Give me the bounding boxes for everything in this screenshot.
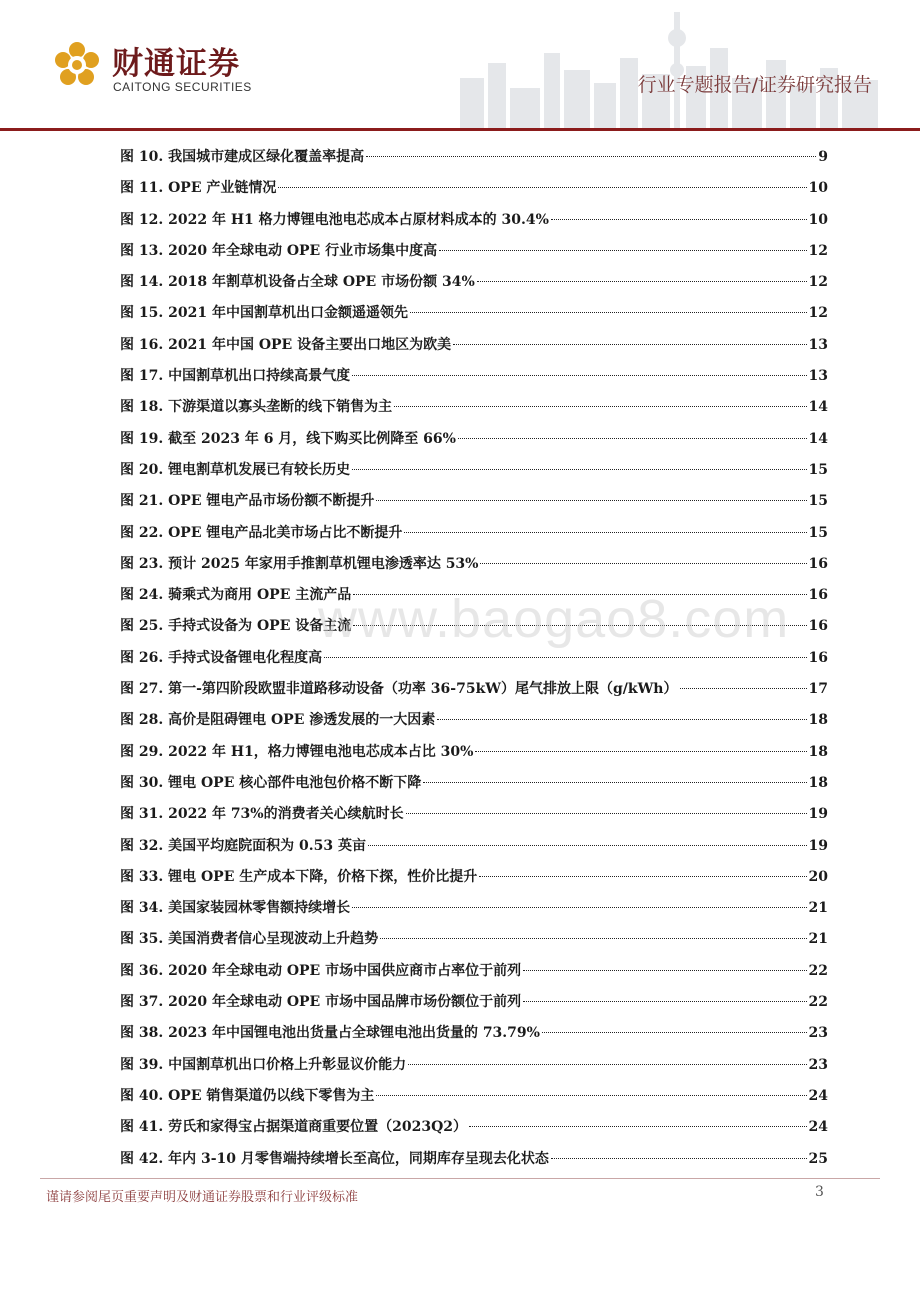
toc-entry-page: 9 bbox=[818, 149, 828, 165]
toc-entry-title: 图 31. 2022 年 73%的消费者关心续航时长 bbox=[120, 806, 404, 823]
toc-entry-title: 图 23. 预计 2025 年家用手推割草机锂电渗透率达 53% bbox=[120, 555, 479, 572]
toc-entry-title: 图 18. 下游渠道以寡头垄断的线下销售为主 bbox=[120, 399, 393, 416]
toc-entry[interactable] bbox=[120, 1018, 828, 1049]
toc-entry[interactable] bbox=[120, 173, 828, 204]
toc-entry[interactable] bbox=[120, 831, 828, 862]
toc-entry[interactable] bbox=[120, 705, 828, 736]
brand-name-en: CAITONG SECURITIES bbox=[113, 80, 252, 94]
toc-entry-title: 图 37. 2020 年全球电动 OPE 市场中国品牌市场份额位于前列 bbox=[120, 994, 522, 1011]
toc-entry-page: 20 bbox=[808, 868, 828, 885]
toc-entry-title: 图 34. 美国家装园林零售额持续增长 bbox=[120, 900, 351, 917]
toc-leader-dots bbox=[368, 845, 807, 846]
toc-entry-page: 15 bbox=[808, 493, 828, 510]
toc-leader-dots bbox=[680, 688, 807, 689]
toc-entry-page: 16 bbox=[808, 649, 828, 666]
toc-leader-dots bbox=[376, 1095, 806, 1096]
toc-entry-title: 图 29. 2022 年 H1，格力博锂电池电芯成本占比 30% bbox=[120, 743, 474, 760]
toc-entry[interactable] bbox=[120, 674, 828, 705]
report-type-label: 行业专题报告/证券研究报告 bbox=[637, 74, 872, 96]
toc-entry-page: 16 bbox=[808, 618, 828, 635]
toc-entry-page: 14 bbox=[808, 430, 828, 447]
toc-entry-page: 18 bbox=[808, 743, 828, 760]
toc-leader-dots bbox=[437, 719, 806, 720]
toc-entry-page: 17 bbox=[808, 681, 828, 698]
toc-leader-dots bbox=[542, 1032, 807, 1033]
toc-entry-page: 16 bbox=[808, 555, 828, 572]
toc-leader-dots bbox=[458, 438, 807, 439]
toc-entry-title: 图 17. 中国割草机出口持续高景气度 bbox=[120, 368, 351, 385]
toc-entry-title: 图 14. 2018 年割草机设备占全球 OPE 市场份额 34% bbox=[120, 274, 475, 291]
toc-entry-page: 10 bbox=[808, 211, 828, 228]
toc-entry-page: 24 bbox=[808, 1087, 828, 1104]
toc-entry[interactable] bbox=[120, 1112, 828, 1143]
toc-entry-title: 图 12. 2022 年 H1 格力博锂电池电芯成本占原材料成本的 30.4% bbox=[120, 211, 549, 228]
toc-leader-dots bbox=[523, 970, 806, 971]
footer-divider bbox=[40, 1178, 880, 1179]
page-header bbox=[0, 0, 920, 132]
toc-entry[interactable] bbox=[120, 1144, 828, 1175]
toc-entry-title: 图 25. 手持式设备为 OPE 设备主流 bbox=[120, 618, 352, 635]
toc-leader-dots bbox=[406, 813, 807, 814]
toc-entry[interactable] bbox=[120, 737, 828, 768]
toc-entry[interactable] bbox=[120, 1081, 828, 1112]
toc-entry[interactable] bbox=[120, 330, 828, 361]
toc-leader-dots bbox=[439, 250, 806, 251]
toc-entry-title: 图 19. 截至 2023 年 6 月，线下购买比例降至 66% bbox=[120, 430, 456, 447]
toc-entry[interactable] bbox=[120, 424, 828, 455]
toc-entry-page: 14 bbox=[808, 399, 828, 416]
toc-entry-page: 12 bbox=[808, 305, 828, 322]
toc-leader-dots bbox=[352, 375, 806, 376]
toc-entry-page: 24 bbox=[808, 1119, 828, 1136]
toc-entry-title: 图 15. 2021 年中国割草机出口金额遥遥领先 bbox=[120, 305, 408, 322]
toc-entry[interactable] bbox=[120, 142, 828, 173]
toc-entry-title: 图 36. 2020 年全球电动 OPE 市场中国供应商市占率位于前列 bbox=[120, 962, 522, 979]
toc-entry-page: 12 bbox=[808, 274, 828, 291]
toc-entry[interactable] bbox=[120, 236, 828, 267]
toc-entry[interactable] bbox=[120, 298, 828, 329]
toc-entry-page: 16 bbox=[808, 587, 828, 604]
toc-entry[interactable] bbox=[120, 518, 828, 549]
toc-entry-page: 19 bbox=[808, 837, 828, 854]
brand-name-cn: 财通证券 bbox=[112, 46, 240, 82]
toc-entry-title: 图 35. 美国消费者信心呈现波动上升趋势 bbox=[120, 931, 379, 948]
toc-entry[interactable] bbox=[120, 799, 828, 830]
toc-entry-title: 图 16. 2021 年中国 OPE 设备主要出口地区为欧美 bbox=[120, 336, 452, 353]
toc-entry-title: 图 32. 美国平均庭院面积为 0.53 英亩 bbox=[120, 837, 366, 854]
toc-entry[interactable] bbox=[120, 549, 828, 580]
toc-entry[interactable] bbox=[120, 924, 828, 955]
toc-leader-dots bbox=[453, 344, 806, 345]
toc-leader-dots bbox=[404, 532, 806, 533]
header-divider bbox=[0, 128, 920, 131]
toc-entry[interactable] bbox=[120, 768, 828, 799]
toc-entry-page: 10 bbox=[808, 180, 828, 197]
toc-entry-page: 13 bbox=[808, 336, 828, 353]
toc-entry-page: 23 bbox=[808, 1056, 828, 1073]
toc-leader-dots bbox=[479, 876, 806, 877]
toc-entry-title: 图 38. 2023 年中国锂电池出货量占全球锂电池出货量的 73.79% bbox=[120, 1025, 540, 1042]
footer-disclaimer: 谨请参阅尾页重要声明及财通证券股票和行业评级标准 bbox=[46, 1190, 359, 1205]
toc-leader-dots bbox=[523, 1001, 806, 1002]
toc-leader-dots bbox=[352, 469, 806, 470]
toc-entry-page: 22 bbox=[808, 994, 828, 1011]
toc-entry-title: 图 28. 高价是阻碍锂电 OPE 渗透发展的一大因素 bbox=[120, 712, 436, 729]
toc-leader-dots bbox=[376, 500, 806, 501]
caitong-logo-icon bbox=[52, 40, 102, 90]
toc-entry-page: 25 bbox=[808, 1150, 828, 1167]
toc-leader-dots bbox=[408, 1064, 806, 1065]
toc-entry-title: 图 26. 手持式设备锂电化程度高 bbox=[120, 649, 323, 666]
toc-entry-title: 图 41. 劳氏和家得宝占据渠道商重要位置（2023Q2） bbox=[120, 1119, 468, 1136]
toc-entry-page: 23 bbox=[808, 1025, 828, 1042]
toc-leader-dots bbox=[477, 281, 807, 282]
toc-leader-dots bbox=[366, 156, 816, 157]
toc-entry[interactable] bbox=[120, 361, 828, 392]
toc-entry-title: 图 21. OPE 锂电产品市场份额不断提升 bbox=[120, 493, 375, 510]
toc-entry-title: 图 13. 2020 年全球电动 OPE 行业市场集中度高 bbox=[120, 242, 438, 259]
toc-entry[interactable] bbox=[120, 862, 828, 893]
toc-entry-title: 图 11. OPE 产业链情况 bbox=[120, 180, 277, 197]
toc-entry-page: 13 bbox=[808, 368, 828, 385]
toc-entry-page: 22 bbox=[808, 962, 828, 979]
toc-leader-dots bbox=[380, 938, 806, 939]
toc-entry-title: 图 42. 年内 3-10 月零售端持续增长至高位，同期库存呈现去化状态 bbox=[120, 1150, 549, 1167]
toc-leader-dots bbox=[551, 219, 807, 220]
toc-leader-dots bbox=[394, 406, 806, 407]
toc-leader-dots bbox=[480, 563, 806, 564]
toc-entry-page: 15 bbox=[808, 524, 828, 541]
toc-entry[interactable] bbox=[120, 205, 828, 236]
toc-leader-dots bbox=[410, 312, 807, 313]
page-number: 3 bbox=[815, 1184, 824, 1200]
toc-entry-title: 图 30. 锂电 OPE 核心部件电池包价格不断下降 bbox=[120, 774, 422, 791]
toc-entry-title: 图 20. 锂电割草机发展已有较长历史 bbox=[120, 461, 351, 478]
toc-entry-page: 21 bbox=[808, 900, 828, 917]
toc-entry[interactable] bbox=[120, 455, 828, 486]
toc-entry[interactable] bbox=[120, 956, 828, 987]
toc-entry-page: 18 bbox=[808, 712, 828, 729]
toc-entry-title: 图 10. 我国城市建成区绿化覆盖率提高 bbox=[120, 149, 365, 165]
toc-entry-title: 图 39. 中国割草机出口价格上升彰显议价能力 bbox=[120, 1056, 407, 1073]
toc-leader-dots bbox=[551, 1158, 807, 1159]
watermark: www.baogao8.com bbox=[318, 589, 790, 649]
toc-leader-dots bbox=[469, 1126, 807, 1127]
toc-entry-title: 图 27. 第一-第四阶段欧盟非道路移动设备（功率 36-75kW）尾气排放上限（g/kWh） bbox=[120, 681, 678, 698]
toc-entry[interactable] bbox=[120, 987, 828, 1018]
toc-entry[interactable] bbox=[120, 1050, 828, 1081]
toc-leader-dots bbox=[475, 751, 806, 752]
toc-entry-page: 12 bbox=[808, 242, 828, 259]
toc-leader-dots bbox=[324, 657, 806, 658]
toc-leader-dots bbox=[423, 782, 806, 783]
toc-entry-page: 15 bbox=[808, 461, 828, 478]
toc-entry[interactable] bbox=[120, 486, 828, 517]
figure-table-of-contents bbox=[120, 142, 828, 1175]
toc-entry-title: 图 33. 锂电 OPE 生产成本下降，价格下探，性价比提升 bbox=[120, 868, 478, 885]
toc-entry-title: 图 24. 骑乘式为商用 OPE 主流产品 bbox=[120, 587, 352, 604]
toc-entry[interactable] bbox=[120, 267, 828, 298]
toc-entry[interactable] bbox=[120, 893, 828, 924]
toc-entry-title: 图 22. OPE 锂电产品北美市场占比不断提升 bbox=[120, 524, 403, 541]
toc-leader-dots bbox=[278, 187, 806, 188]
toc-entry-page: 21 bbox=[808, 931, 828, 948]
city-skyline-illustration bbox=[460, 8, 880, 128]
toc-entry-page: 18 bbox=[808, 774, 828, 791]
toc-leader-dots bbox=[352, 907, 806, 908]
toc-entry-page: 19 bbox=[808, 806, 828, 823]
toc-entry[interactable] bbox=[120, 392, 828, 423]
toc-entry-title: 图 40. OPE 销售渠道仍以线下零售为主 bbox=[120, 1087, 375, 1104]
